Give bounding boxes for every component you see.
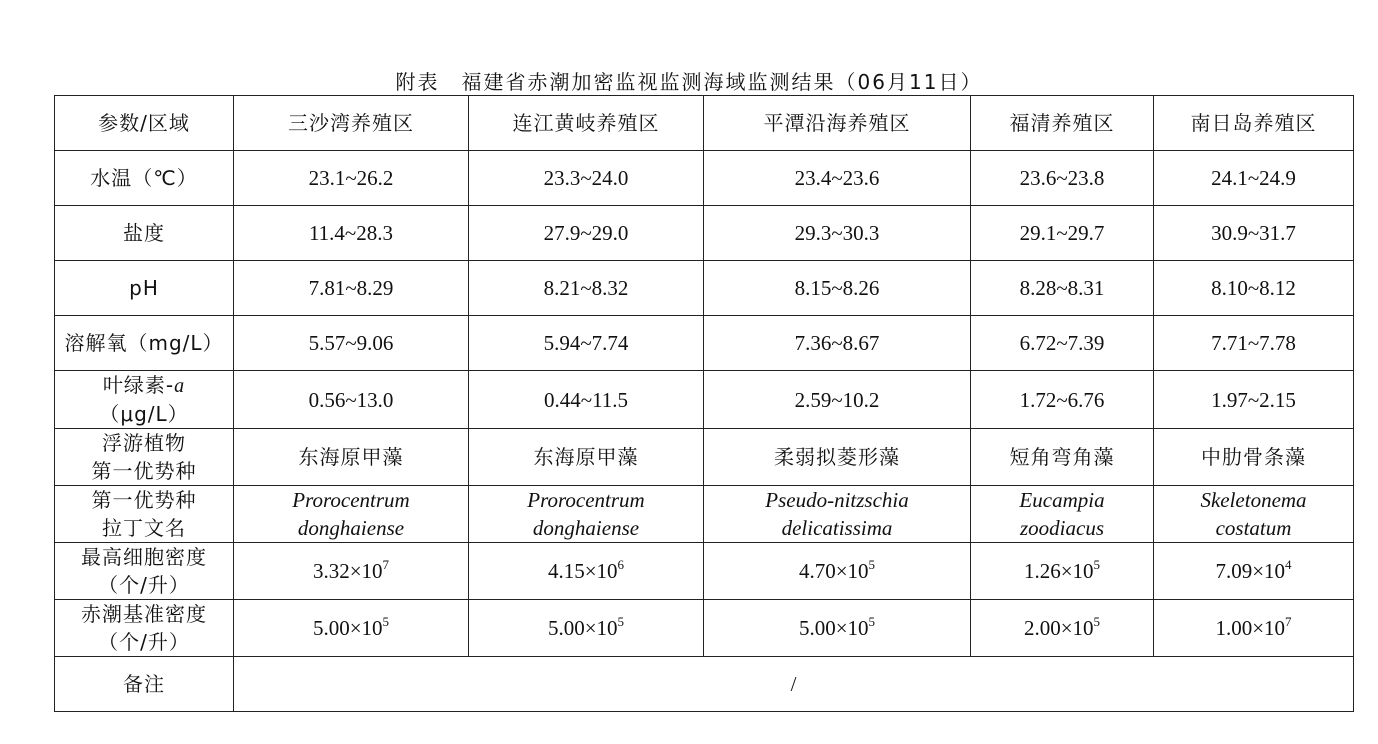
table-row-latin-name: [55, 486, 1354, 543]
mantissa: 5.00×10: [547, 616, 618, 640]
table-cell: 1.97~2.15: [1154, 371, 1354, 429]
table-cell: [971, 600, 1154, 657]
table-cell: 东海原甲藻: [234, 429, 469, 486]
table-row-remarks: [55, 657, 1354, 712]
table-cell: 7.71~7.78: [1154, 316, 1354, 371]
table-cell: 6.72~7.39: [971, 316, 1154, 371]
table-row-dominant-species: [55, 429, 1354, 486]
table-cell: 0.56~13.0: [234, 371, 469, 429]
region-header: 南日岛养殖区: [1154, 96, 1354, 151]
table-cell: 30.9~31.7: [1154, 206, 1354, 261]
region-header: 三沙湾养殖区: [234, 96, 469, 151]
table-cell: 7.36~8.67: [704, 316, 971, 371]
label-line: 拉丁文名: [102, 516, 186, 540]
table-cell: 5.57~9.06: [234, 316, 469, 371]
label-line: 最高细胞密度: [81, 545, 207, 569]
species: donghaiense: [532, 516, 640, 540]
exponent: 5: [1093, 557, 1101, 572]
row-label: [55, 429, 234, 486]
table-cell: 8.15~8.26: [704, 261, 971, 316]
mantissa: 7.09×10: [1215, 559, 1286, 583]
exponent: 7: [1285, 614, 1292, 629]
exponent: 5: [617, 614, 625, 629]
table-cell: 24.1~24.9: [1154, 151, 1354, 206]
label-unit: （μg/L）: [99, 402, 189, 426]
species: donghaiense: [297, 516, 405, 540]
table-row-chlorophyll: [55, 371, 1354, 429]
table-cell: [1154, 486, 1354, 543]
label-line: 浮游植物: [102, 431, 186, 455]
exponent: 5: [868, 614, 876, 629]
table-cell: 2.59~10.2: [704, 371, 971, 429]
table-cell: 23.6~23.8: [971, 151, 1154, 206]
table-row-baseline-density: [55, 600, 1354, 657]
exponent: 7: [382, 557, 390, 572]
table-cell: [704, 486, 971, 543]
table-cell: 23.3~24.0: [469, 151, 704, 206]
mantissa: 2.00×10: [1023, 616, 1094, 640]
table-row-salinity: [55, 206, 1354, 261]
region-header: 平潭沿海养殖区: [704, 96, 971, 151]
table-cell: [234, 486, 469, 543]
species: zoodiacus: [1020, 516, 1104, 540]
table-cell: 8.28~8.31: [971, 261, 1154, 316]
exponent: 5: [1093, 614, 1101, 629]
table-cell: 29.3~30.3: [704, 206, 971, 261]
exponent: 4: [1285, 557, 1292, 572]
mantissa: 1.26×10: [1023, 559, 1094, 583]
table-cell: 中肋骨条藻: [1154, 429, 1354, 486]
label-line: 第一优势种: [91, 459, 197, 483]
region-header: 福清养殖区: [971, 96, 1154, 151]
region-header: 连江黄岐养殖区: [469, 96, 704, 151]
row-label: [55, 371, 234, 429]
mantissa: 5.00×10: [798, 616, 869, 640]
remarks-value: /: [234, 657, 1354, 712]
table-cell: 7.81~8.29: [234, 261, 469, 316]
label-line: 第一优势种: [91, 488, 197, 512]
table-cell: 东海原甲藻: [469, 429, 704, 486]
table-row-dissolved-oxygen: [55, 316, 1354, 371]
table-cell: 29.1~29.7: [971, 206, 1154, 261]
table-cell: [234, 543, 469, 600]
species: costatum: [1215, 516, 1292, 540]
table-cell: 1.72~6.76: [971, 371, 1154, 429]
row-label: pH: [55, 261, 234, 316]
mantissa: 1.00×10: [1215, 616, 1286, 640]
genus: Prorocentrum: [527, 488, 645, 512]
document-title: 附表 福建省赤潮加密监视监测海域监测结果（06月11日）: [395, 70, 983, 94]
genus: Skeletonema: [1200, 488, 1307, 512]
mantissa: 4.15×10: [547, 559, 618, 583]
row-label: [55, 486, 234, 543]
table-cell: 5.94~7.74: [469, 316, 704, 371]
table-cell: 8.21~8.32: [469, 261, 704, 316]
table-cell: [469, 486, 704, 543]
table-row-ph: [55, 261, 1354, 316]
row-label: 溶解氧（mg/L）: [55, 316, 234, 371]
table-cell: [971, 543, 1154, 600]
row-label: 备注: [55, 657, 234, 712]
table-cell: [1154, 600, 1354, 657]
exponent: 6: [617, 557, 625, 572]
row-label: [55, 600, 234, 657]
table-cell: [469, 543, 704, 600]
header-row: [55, 96, 1354, 151]
table-cell: [234, 600, 469, 657]
exponent: 5: [868, 557, 876, 572]
table-cell: 短角弯角藻: [971, 429, 1154, 486]
table-cell: 23.1~26.2: [234, 151, 469, 206]
table-cell: [1154, 543, 1354, 600]
label-text: 叶绿素-: [102, 373, 175, 397]
table-row-water-temp: [55, 151, 1354, 206]
table-cell: 27.9~29.0: [469, 206, 704, 261]
table-cell: 23.4~23.6: [704, 151, 971, 206]
table-row-max-density: [55, 543, 1354, 600]
exponent: 5: [382, 614, 390, 629]
table-cell: 0.44~11.5: [469, 371, 704, 429]
mantissa: 3.32×10: [312, 559, 383, 583]
table-cell: 柔弱拟菱形藻: [704, 429, 971, 486]
mantissa: 4.70×10: [798, 559, 869, 583]
genus: Prorocentrum: [292, 488, 410, 512]
table-cell: 8.10~8.12: [1154, 261, 1354, 316]
table-cell: [704, 600, 971, 657]
mantissa: 5.00×10: [312, 616, 383, 640]
row-label: [55, 543, 234, 600]
param-region-header: 参数/区域: [55, 96, 234, 151]
label-line: （个/升）: [98, 630, 190, 654]
species: delicatissima: [781, 516, 893, 540]
label-line: 赤潮基准密度: [81, 602, 207, 626]
genus: Pseudo-nitzschia: [765, 488, 909, 512]
label-line: （个/升）: [98, 573, 190, 597]
table-cell: [971, 486, 1154, 543]
label-italic: a: [174, 375, 186, 397]
row-label: 盐度: [55, 206, 234, 261]
genus: Eucampia: [1019, 488, 1105, 512]
table-cell: [469, 600, 704, 657]
row-label: 水温（℃）: [55, 151, 234, 206]
table-cell: 11.4~28.3: [234, 206, 469, 261]
table-cell: [704, 543, 971, 600]
monitoring-results-table: [54, 95, 1354, 712]
